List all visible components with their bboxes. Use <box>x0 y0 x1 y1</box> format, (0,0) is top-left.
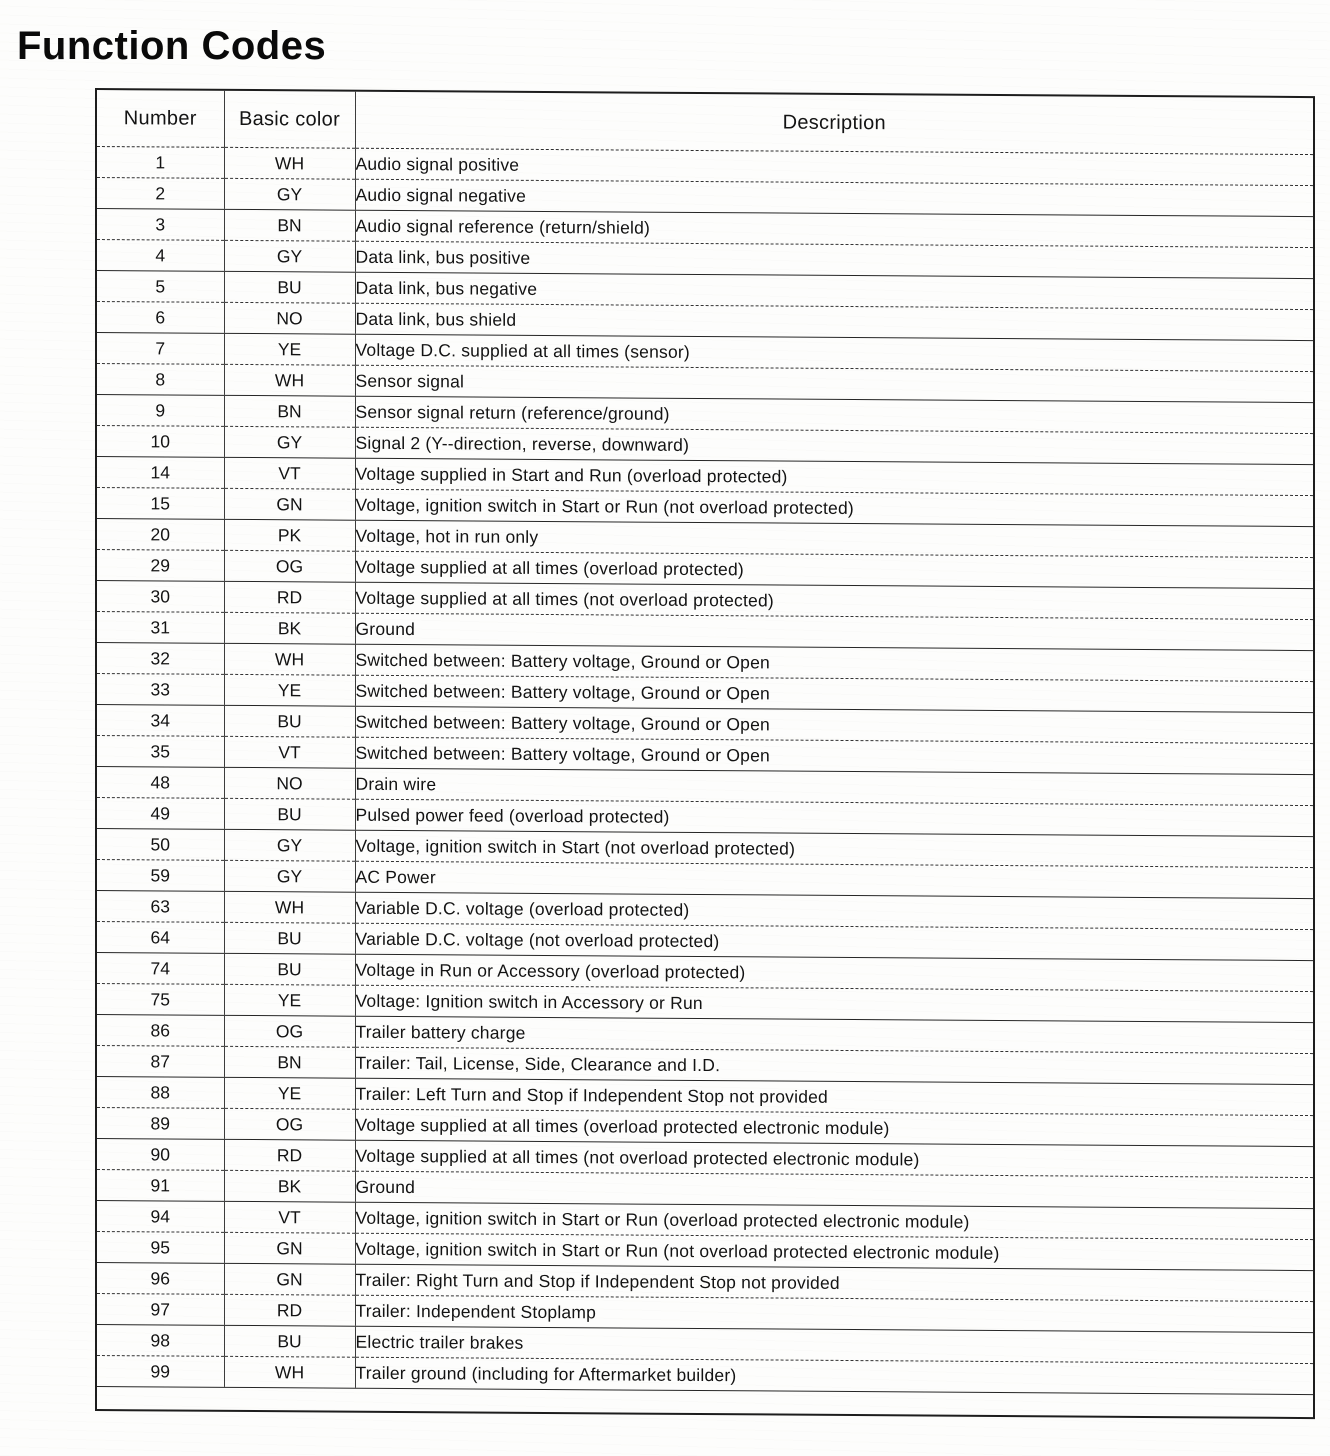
cell-color: VT <box>224 457 355 489</box>
cell-description: Voltage supplied in Start and Run (overload protected) <box>355 458 1313 495</box>
cell-description: Switched between: Battery voltage, Ground or Open <box>355 675 1313 712</box>
cell-color: WH <box>224 364 355 396</box>
cell-number: 35 <box>97 736 224 768</box>
cell-description: Voltage supplied at all times (overload protected) <box>355 551 1313 588</box>
cell-number: 15 <box>97 488 224 520</box>
cell-description: Pulsed power feed (overload protected) <box>355 799 1313 836</box>
cell-description: Voltage supplied at all times (not overload protected) <box>355 582 1313 619</box>
cell-description: Data link, bus shield <box>355 303 1313 340</box>
cell-description: Signal 2 (Y--direction, reverse, downward) <box>355 427 1313 464</box>
cell-description: Voltage supplied at all times (overload protected electronic module) <box>355 1109 1313 1146</box>
cell-color: NO <box>224 302 355 334</box>
cell-color: WH <box>224 1356 355 1388</box>
cell-description: Voltage D.C. supplied at all times (sensor) <box>355 334 1313 371</box>
cell-description: Sensor signal return (reference/ground) <box>355 396 1313 433</box>
cell-description: Audio signal negative <box>355 179 1313 216</box>
cell-description: Variable D.C. voltage (overload protected) <box>355 892 1313 929</box>
cell-description: Trailer: Right Turn and Stop if Independent Stop not provided <box>355 1264 1313 1301</box>
function-codes-table <box>95 88 1315 1419</box>
cell-color: BU <box>224 798 355 830</box>
cell-number: 63 <box>97 891 224 923</box>
cell-number: 75 <box>97 984 224 1016</box>
cell-number: 88 <box>97 1077 224 1109</box>
cell-number: 98 <box>97 1325 224 1357</box>
cell-number: 7 <box>97 333 224 365</box>
cell-description: Data link, bus positive <box>355 241 1313 278</box>
cell-color: BK <box>224 1170 355 1202</box>
cell-color: GY <box>224 178 355 210</box>
cell-description: Electric trailer brakes <box>355 1326 1313 1363</box>
cell-number: 5 <box>97 271 224 303</box>
cell-number: 87 <box>97 1046 224 1078</box>
cell-color: BU <box>224 953 355 985</box>
cell-number: 34 <box>97 705 224 737</box>
cell-color: BK <box>224 612 355 644</box>
cell-color: BN <box>224 1046 355 1078</box>
cell-color: PK <box>224 519 355 551</box>
cell-description: Voltage in Run or Accessory (overload protected) <box>355 954 1313 991</box>
cell-color: BN <box>224 395 355 427</box>
cell-color: BU <box>224 271 355 303</box>
cell-description: Data link, bus negative <box>355 272 1313 309</box>
cell-description: Audio signal positive <box>355 148 1313 185</box>
cell-number: 6 <box>97 302 224 334</box>
cell-description: Trailer: Left Turn and Stop if Independent Stop not provided <box>355 1078 1313 1115</box>
cell-number: 2 <box>97 178 224 210</box>
cell-number: 64 <box>97 922 224 954</box>
cell-color: BN <box>224 209 355 241</box>
cell-description: Variable D.C. voltage (not overload protected) <box>355 923 1313 960</box>
cell-number: 86 <box>97 1015 224 1047</box>
cell-color: YE <box>224 1077 355 1109</box>
table-header <box>97 90 1313 155</box>
column-header-number: Number <box>97 90 224 147</box>
cell-color: VT <box>224 736 355 768</box>
cell-description: Trailer battery charge <box>355 1016 1313 1053</box>
cell-description: Voltage supplied at all times (not overload protected electronic module) <box>355 1140 1313 1177</box>
cell-number: 94 <box>97 1201 224 1233</box>
cell-color: GY <box>224 426 355 458</box>
cell-description: Trailer: Independent Stoplamp <box>355 1295 1313 1332</box>
cell-color: YE <box>224 984 355 1016</box>
cell-number: 4 <box>97 240 224 272</box>
codes-table <box>97 90 1313 1395</box>
cell-color: RD <box>224 581 355 613</box>
cell-description: Voltage, ignition switch in Start or Run (not overload protected electronic module) <box>355 1233 1313 1270</box>
cell-description: Drain wire <box>355 768 1313 805</box>
cell-number: 32 <box>97 643 224 675</box>
cell-description: Ground <box>355 1171 1313 1208</box>
cell-number: 9 <box>97 395 224 427</box>
cell-description: Trailer ground (including for Aftermarket builder) <box>355 1357 1313 1394</box>
cell-description: Ground <box>355 613 1313 650</box>
cell-description: Voltage, hot in run only <box>355 520 1313 557</box>
cell-number: 59 <box>97 860 224 892</box>
cell-number: 74 <box>97 953 224 985</box>
cell-number: 96 <box>97 1263 224 1295</box>
cell-description: Switched between: Battery voltage, Ground or Open <box>355 644 1313 681</box>
cell-number: 10 <box>97 426 224 458</box>
column-header-description: Description <box>355 92 1313 155</box>
cell-number: 1 <box>97 147 224 179</box>
cell-number: 97 <box>97 1294 224 1326</box>
cell-color: YE <box>224 674 355 706</box>
cell-number: 50 <box>97 829 224 861</box>
cell-color: WH <box>224 891 355 923</box>
cell-color: GN <box>224 488 355 520</box>
cell-color: BU <box>224 1325 355 1357</box>
cell-color: YE <box>224 333 355 365</box>
cell-color: GY <box>224 860 355 892</box>
cell-color: NO <box>224 767 355 799</box>
cell-number: 89 <box>97 1108 224 1140</box>
cell-number: 29 <box>97 550 224 582</box>
column-header-basic-color: Basic color <box>224 91 355 148</box>
cell-number: 31 <box>97 612 224 644</box>
cell-number: 14 <box>97 457 224 489</box>
cell-description: Audio signal reference (return/shield) <box>355 210 1313 247</box>
cell-color: BU <box>224 705 355 737</box>
page-title: Function Codes <box>17 24 327 68</box>
cell-description: AC Power <box>355 861 1313 898</box>
cell-number: 99 <box>97 1356 224 1388</box>
cell-description: Trailer: Tail, License, Side, Clearance and I.D. <box>355 1047 1313 1084</box>
cell-color: BU <box>224 922 355 954</box>
cell-color: RD <box>224 1294 355 1326</box>
cell-color: VT <box>224 1201 355 1233</box>
cell-number: 48 <box>97 767 224 799</box>
cell-color: GY <box>224 240 355 272</box>
cell-number: 3 <box>97 209 224 241</box>
cell-number: 49 <box>97 798 224 830</box>
cell-description: Switched between: Battery voltage, Ground or Open <box>355 706 1313 743</box>
cell-number: 8 <box>97 364 224 396</box>
cell-number: 91 <box>97 1170 224 1202</box>
cell-number: 20 <box>97 519 224 551</box>
cell-color: WH <box>224 643 355 675</box>
table-body <box>97 147 1313 1395</box>
cell-number: 95 <box>97 1232 224 1264</box>
cell-color: OG <box>224 550 355 582</box>
cell-number: 90 <box>97 1139 224 1171</box>
cell-number: 30 <box>97 581 224 613</box>
cell-color: WH <box>224 147 355 179</box>
cell-number: 33 <box>97 674 224 706</box>
cell-description: Sensor signal <box>355 365 1313 402</box>
cell-description: Voltage, ignition switch in Start or Run (not overload protected) <box>355 489 1313 526</box>
cell-color: GN <box>224 1263 355 1295</box>
cell-color: GY <box>224 829 355 861</box>
cell-description: Voltage, ignition switch in Start or Run (overload protected electronic module) <box>355 1202 1313 1239</box>
cell-color: RD <box>224 1139 355 1171</box>
cell-description: Voltage, ignition switch in Start (not overload protected) <box>355 830 1313 867</box>
header-row <box>97 90 1313 155</box>
cell-color: OG <box>224 1015 355 1047</box>
cell-description: Switched between: Battery voltage, Ground or Open <box>355 737 1313 774</box>
cell-color: OG <box>224 1108 355 1140</box>
cell-color: GN <box>224 1232 355 1264</box>
cell-description: Voltage: Ignition switch in Accessory or Run <box>355 985 1313 1022</box>
